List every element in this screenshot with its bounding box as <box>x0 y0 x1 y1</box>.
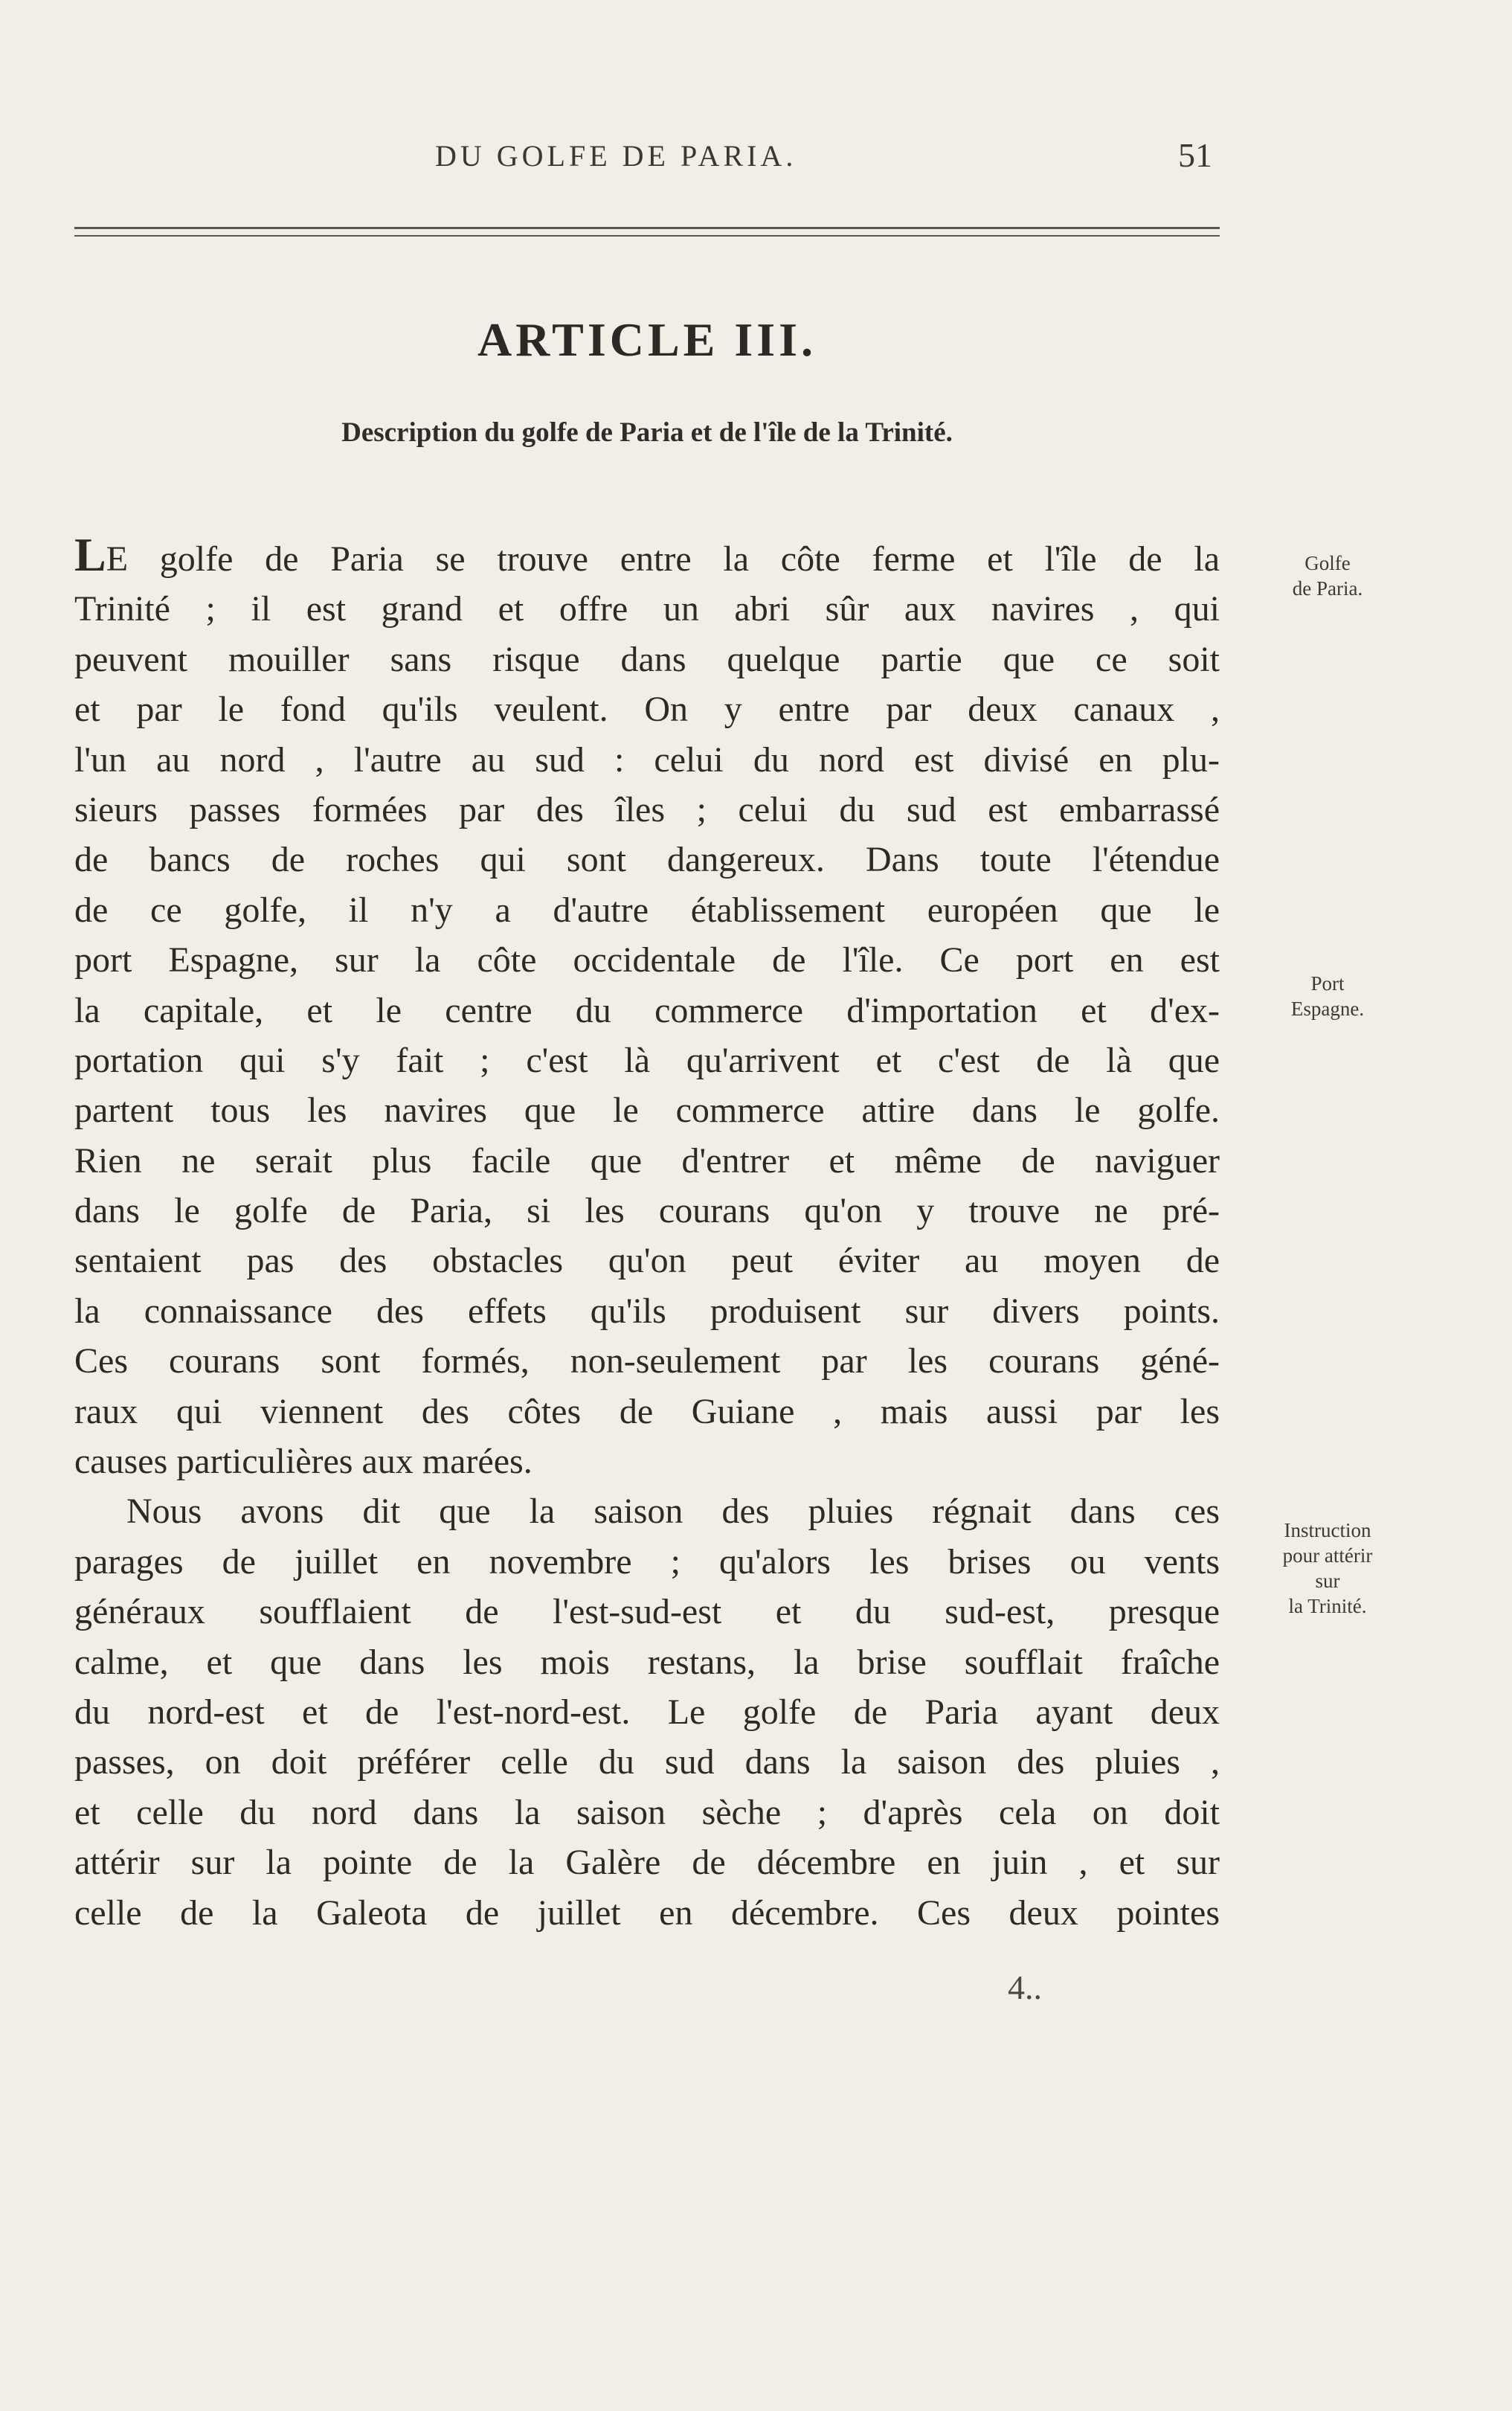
margin-note-line: la Trinité. <box>1288 1595 1367 1617</box>
text-line: et par le fond qu'ils veulent. On y entre par deux canaux , <box>74 690 1220 730</box>
signature-mark: 4.. <box>1008 1968 1042 2006</box>
text-line: Nous avons dit que la saison des pluies régnait dans ces <box>126 1492 1220 1532</box>
text-line: de ce golfe, il n'y a d'autre établissement européen que le <box>74 890 1220 930</box>
text-line: LE golfe de Paria se trouve entre la côte ferme et l'île de la <box>74 528 1220 581</box>
text-line: Rien ne serait plus facile que d'entrer et même de naviguer <box>74 1140 1220 1181</box>
margin-note-line: sur <box>1315 1570 1340 1592</box>
margin-note-line: Espagne. <box>1290 998 1365 1020</box>
text-line: attérir sur la pointe de la Galère de décembre en juin , et sur <box>74 1843 1220 1883</box>
text-line: raux qui viennent des côtes de Guiane , mais aussi par les <box>74 1391 1220 1431</box>
text-line: partent tous les navires que le commerce attire dans le golfe. <box>74 1091 1220 1131</box>
margin-note-golfe <box>1235 550 1421 601</box>
margin-note-line: Instruction <box>1284 1519 1371 1541</box>
running-head <box>74 138 1212 183</box>
margin-note-line: Port <box>1310 972 1345 995</box>
text-line: et celle du nord dans la saison sèche ; d'après cela on doit <box>74 1792 1220 1832</box>
text-line: port Espagne, sur la côte occidentale de l'île. Ce port en est <box>74 940 1220 980</box>
text-line: sieurs passes formées par des îles ; celui du sud est embarrassé <box>74 789 1220 829</box>
header-rule <box>74 227 1220 229</box>
margin-note-line: pour attérir <box>1282 1544 1373 1567</box>
article-subtitle: Description du golfe de Paria et de l'île de la Trinité. <box>341 417 953 448</box>
text-line: causes particulières aux marées. <box>74 1442 533 1482</box>
text-line: la connaissance des effets qu'ils produisent sur divers points. <box>74 1291 1220 1331</box>
margin-note-instruction <box>1235 1518 1421 1619</box>
page-number: 51 <box>1178 136 1212 174</box>
text-line: Trinité ; il est grand et offre un abri sûr aux navires , qui <box>74 589 1220 629</box>
margin-note-line: de Paria. <box>1292 577 1363 600</box>
margin-note-port <box>1235 971 1421 1021</box>
text-line: calme, et que dans les mois restans, la brise soufflait fraîche <box>74 1642 1220 1682</box>
text-line: peuvent mouiller sans risque dans quelque partie que ce soit <box>74 639 1220 679</box>
text-line: passes, on doit préférer celle du sud dans la saison des pluies , <box>74 1742 1220 1782</box>
margin-note-line: Golfe <box>1304 552 1351 574</box>
article-title: ARTICLE III. <box>477 313 817 366</box>
text-line: généraux soufflaient de l'est-sud-est et du sud-est, presque <box>74 1592 1220 1632</box>
text-line: la capitale, et le centre du commerce d'importation et d'ex- <box>74 990 1220 1030</box>
text-line: portation qui s'y fait ; c'est là qu'arrivent et c'est de là que <box>74 1040 1220 1080</box>
body-text <box>74 528 1220 1938</box>
text-line: sentaient pas des obstacles qu'on peut éviter au moyen de <box>74 1241 1220 1281</box>
text-line: de bancs de roches qui sont dangereux. Dans toute l'étendue <box>74 840 1220 880</box>
text-line: l'un au nord , l'autre au sud : celui du nord est divisé en plu- <box>74 739 1220 780</box>
text-line: dans le golfe de Paria, si les courans qu'on y trouve ne pré- <box>74 1191 1220 1231</box>
text-line: celle de la Galeota de juillet en décembre. Ces deux pointes <box>74 1892 1220 1933</box>
text-line: Ces courans sont formés, non-seulement par les courans géné- <box>74 1341 1220 1381</box>
text-line: parages de juillet en novembre ; qu'alors les brises ou vents <box>74 1541 1220 1582</box>
header-rule-secondary <box>74 235 1220 237</box>
text-line: du nord-est et de l'est-nord-est. Le golfe de Paria ayant deux <box>74 1692 1220 1732</box>
drop-cap: L <box>74 528 106 581</box>
running-title: DU GOLFE DE PARIA. <box>435 139 797 173</box>
